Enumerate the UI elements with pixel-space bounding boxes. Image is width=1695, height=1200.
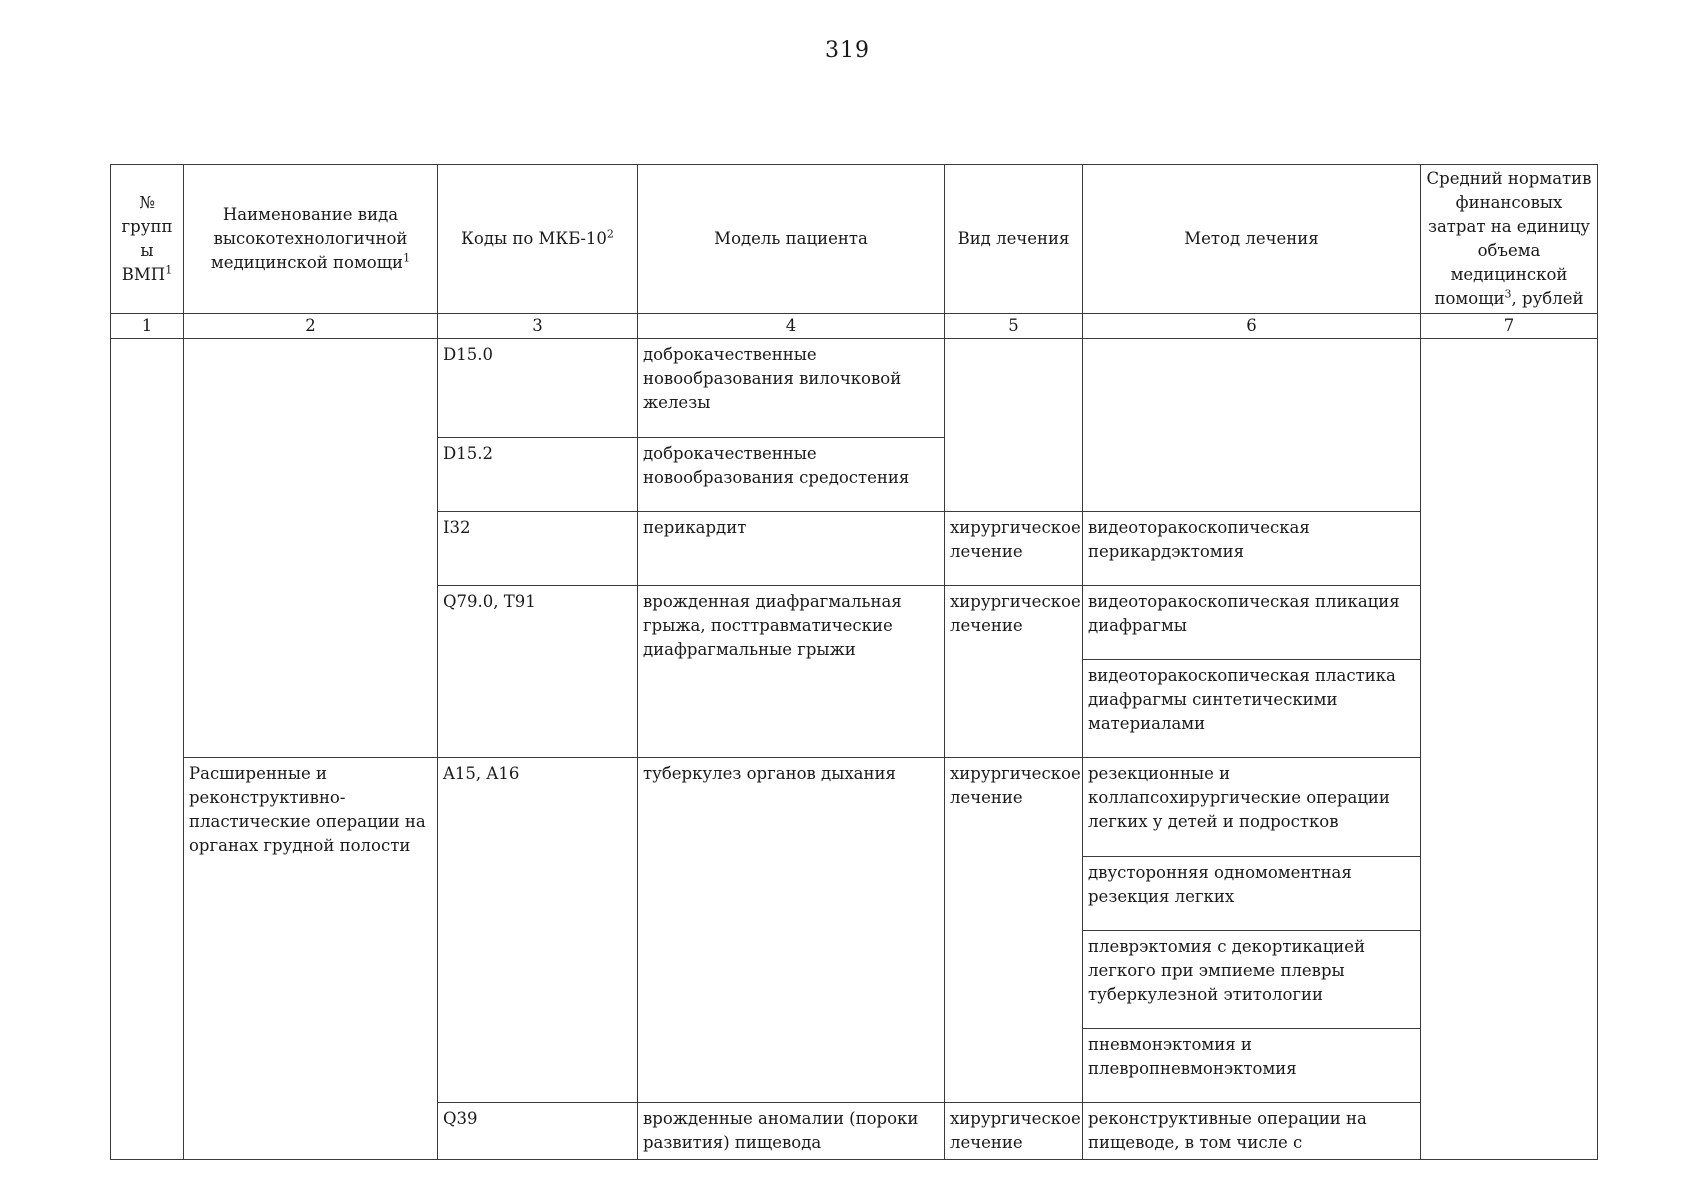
icd-code-cell: I32 [438,512,638,586]
icd-code-cell: Q39 [438,1103,638,1160]
patient-model-cell: перикардит [638,512,945,586]
treatment-method-cell: видеоторакоскопическая пластика диафрагмы синтетическими материалами [1083,660,1421,758]
col-number: 2 [184,314,438,339]
vmp-table [110,164,1598,1160]
header-cost-standard: Средний норматив финансовых затрат на единицу объема медицинской помощи$^3$, рублей [1421,165,1598,314]
header-care-type: Наименование вида высокотехнологичной медицинской помощи$^1$ [184,165,438,314]
header-group-number: № групп ы ВМП$^1$ [111,165,184,314]
table-row [111,339,1598,438]
col-number: 3 [438,314,638,339]
treatment-type-cell [945,339,1083,512]
icd-code-cell: D15.0 [438,339,638,438]
header-patient-model: Модель пациента [638,165,945,314]
patient-model-cell: туберкулез органов дыхания [638,758,945,1103]
treatment-method-cell: видеоторакоскопическая перикардэктомия [1083,512,1421,586]
care-type-cell: Расширенные и реконструктивно-пластические операции на органах грудной полости [184,758,438,1160]
care-type-cell [184,339,438,758]
cost-standard-cell [1421,339,1598,1160]
col-number: 1 [111,314,184,339]
table-row [111,758,1598,857]
page-number: 319 [825,38,870,63]
patient-model-cell: доброкачественные новообразования вилочковой железы [638,339,945,438]
col-number: 6 [1083,314,1421,339]
col-number: 4 [638,314,945,339]
header-icd-codes: Коды по МКБ-$10^2$ [438,165,638,314]
treatment-type-cell: хирургическое лечение [945,758,1083,1103]
column-number-row [111,314,1598,339]
treatment-method-cell: плеврэктомия с декортикацией легкого при эмпиеме плевры туберкулезной этитологии [1083,931,1421,1029]
icd-code-cell: A15, A16 [438,758,638,1103]
icd-code-cell: Q79.0, T91 [438,586,638,758]
treatment-method-cell: резекционные и коллапсохирургические операции легких у детей и подростков [1083,758,1421,857]
treatment-type-cell: хирургическое лечение [945,512,1083,586]
icd-code-cell: D15.2 [438,438,638,512]
treatment-method-cell: видеоторакоскопическая пликация диафрагмы [1083,586,1421,660]
col-number: 7 [1421,314,1598,339]
treatment-type-cell: хирургическое лечение [945,586,1083,758]
header-row [111,165,1598,314]
patient-model-cell: врожденные аномалии (пороки развития) пищевода [638,1103,945,1160]
group-number-cell [111,339,184,1160]
header-treatment-type: Вид лечения [945,165,1083,314]
col-number: 5 [945,314,1083,339]
treatment-method-cell: двусторонняя одномоментная резекция легких [1083,857,1421,931]
treatment-method-cell: реконструктивные операции на пищеводе, в том числе с [1083,1103,1421,1160]
treatment-method-cell [1083,339,1421,512]
patient-model-cell: врожденная диафрагмальная грыжа, посттравматические диафрагмальные грыжи [638,586,945,758]
patient-model-cell: доброкачественные новообразования средостения [638,438,945,512]
header-treatment-method: Метод лечения [1083,165,1421,314]
treatment-type-cell: хирургическое лечение [945,1103,1083,1160]
treatment-method-cell: пневмонэктомия и плевропневмонэктомия [1083,1029,1421,1103]
